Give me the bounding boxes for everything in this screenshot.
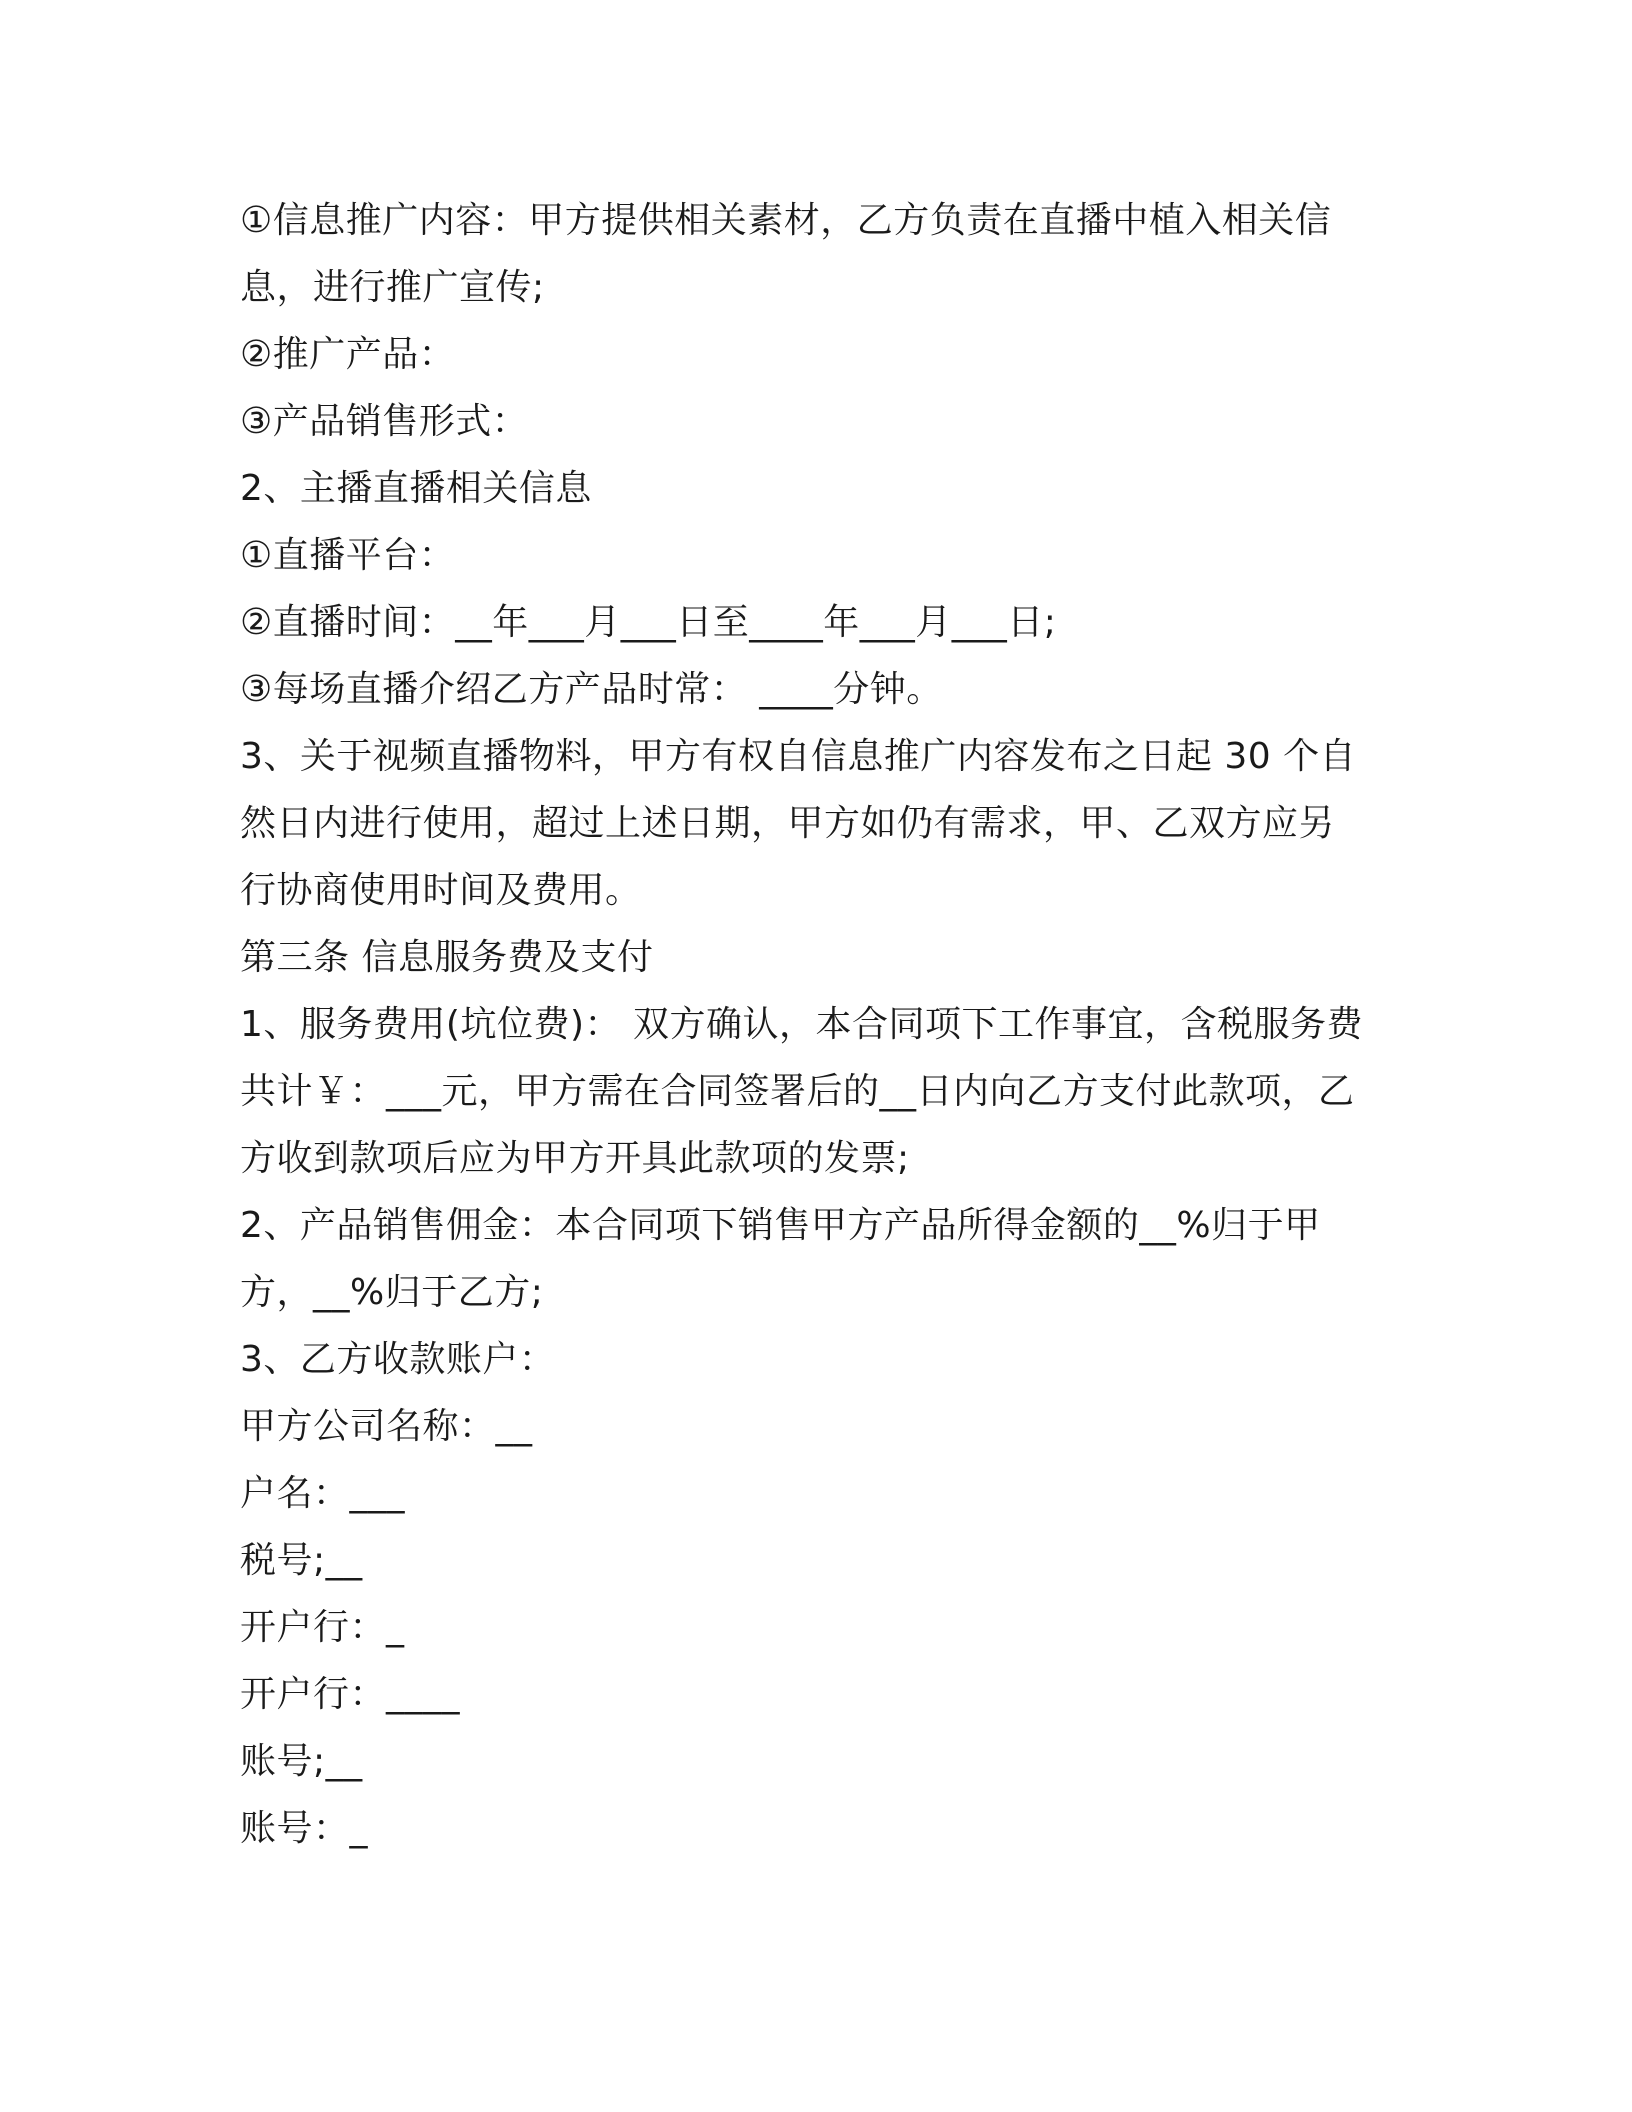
text-line: ①信息推广内容：甲方提供相关素材，乙方负责在直播中植入相关信 <box>240 200 1332 241</box>
account-field: 甲方公司名称：__ <box>240 1406 533 1447</box>
account-field: 开户行：_ <box>240 1607 405 1648</box>
account-field: 开户行：____ <box>240 1674 461 1715</box>
text-line: ③每场直播介绍乙方产品时常： ____分钟。 <box>240 669 943 710</box>
text-line: ③产品销售形式： <box>240 401 529 442</box>
text-line: 共计￥：___元，甲方需在合同签署后的__日内向乙方支付此款项，乙 <box>240 1071 1355 1112</box>
article-heading: 第三条 信息服务费及支付 <box>240 937 654 978</box>
text-line: 息，进行推广宣传; <box>240 267 545 308</box>
text-line: 3、乙方收款账户： <box>240 1339 556 1380</box>
text-line: 3、关于视频直播物料，甲方有权自信息推广内容发布之日起 30 个自 <box>240 736 1357 777</box>
text-line: ②推广产品： <box>240 334 456 375</box>
account-field: 税号;__ <box>240 1540 363 1581</box>
text-line: ②直播时间：__年___月___日至____年___月___日; <box>240 602 1057 643</box>
text-line: 然日内进行使用，超过上述日期，甲方如仍有需求，甲、乙双方应另 <box>240 803 1336 844</box>
text-line: 1、服务费用(坑位费)： 双方确认，本合同项下工作事宜，含税服务费 <box>240 1004 1363 1045</box>
account-field: 账号;__ <box>240 1741 363 1782</box>
text-line: 行协商使用时间及费用。 <box>240 870 642 911</box>
account-field: 账号：_ <box>240 1808 369 1849</box>
document-body <box>240 187 1400 1862</box>
text-line: ①直播平台： <box>240 535 456 576</box>
text-line: 方，__%归于乙方; <box>240 1272 544 1313</box>
text-line: 2、产品销售佣金：本合同项下销售甲方产品所得金额的__%归于甲 <box>240 1205 1321 1246</box>
text-line: 方收到款项后应为甲方开具此款项的发票; <box>240 1138 910 1179</box>
section-heading: 2、主播直播相关信息 <box>240 468 592 509</box>
account-field: 户名：___ <box>240 1473 406 1514</box>
